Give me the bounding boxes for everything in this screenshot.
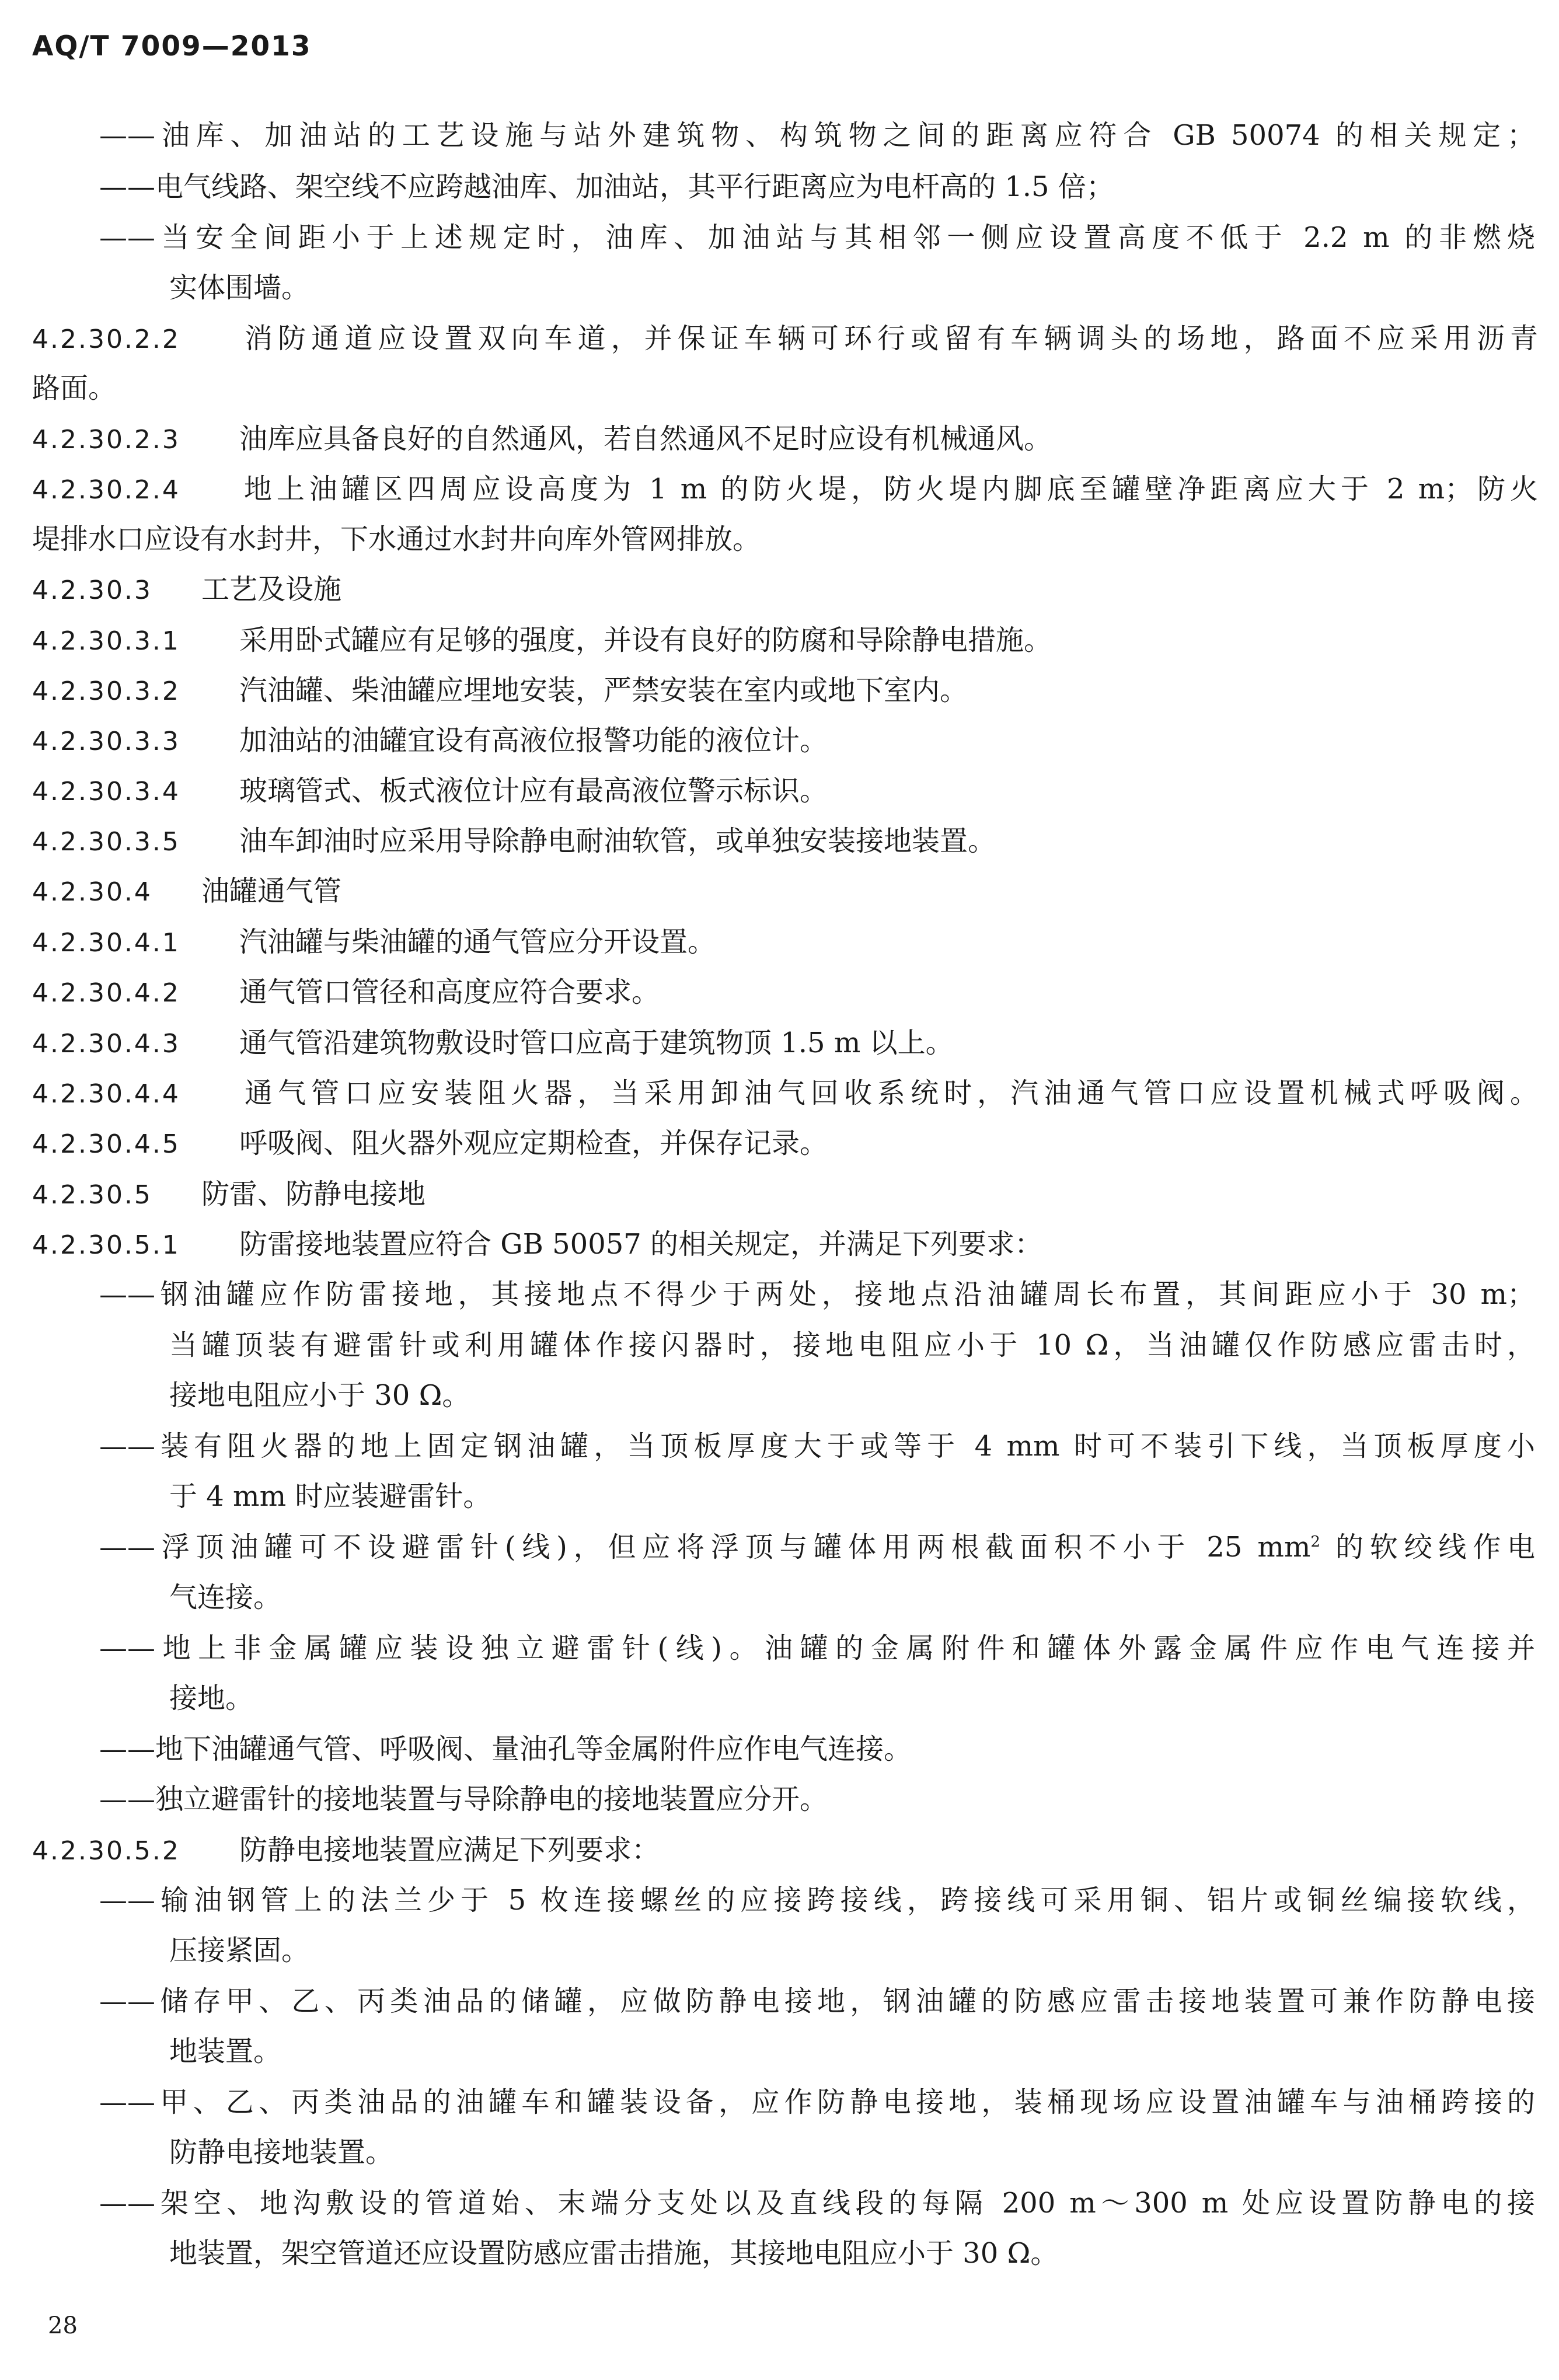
dash-item — [99, 1530, 1535, 1565]
clause-number: 4.2.30.4.3 — [32, 1029, 180, 1059]
clause-4-2-30-3-1 — [32, 623, 1538, 659]
section-title: 油罐通气管 — [201, 875, 342, 908]
dash-item-text: ——浮顶油罐可不设避雷针(线)，但应将浮顶与罐体用两根截面积不小于 25 mm — [99, 1531, 1311, 1564]
dash-item: ——油库、加油站的工艺设施与站外建筑物、构筑物之间的距离应符合 GB 50074 的相关规定； — [99, 119, 1535, 152]
clause-text: 油车卸油时应采用导除静电耐油软管，或单独安装接地装置。 — [239, 825, 996, 857]
clause-number: 4.2.30.4.4 — [32, 1079, 180, 1109]
clause-text: 油库应具备良好的自然通风，若自然通风不足时应设有机械通风。 — [239, 423, 1052, 455]
section-number: 4.2.30.4 — [32, 877, 152, 907]
clause-text: 地上油罐区四周应设高度为 1 m 的防火堤，防火堤内脚底至罐壁净距离应大于 2 m；防火 — [239, 473, 1538, 505]
dash-item: ——电气线路、架空线不应跨越油库、加油站，其平行距离应为电杆高的 1.5 倍； — [99, 170, 1114, 203]
clause-text: 呼吸阀、阻火器外观应定期检查，并保存记录。 — [239, 1127, 828, 1160]
continuation-line: 当罐顶装有避雷针或利用罐体作接闪器时，接地电阻应小于 10 Ω，当油罐仅作防感应雷击时， — [169, 1329, 1535, 1362]
clause-number: 4.2.30.5.1 — [32, 1230, 180, 1260]
continuation-line: 于 4 mm 时应装避雷针。 — [169, 1480, 491, 1513]
continuation-line: 防静电接地装置。 — [169, 2136, 394, 2169]
clause-4-2-30-4-4 — [32, 1076, 1538, 1112]
clause-text: 玻璃管式、板式液位计应有最高液位警示标识。 — [239, 774, 828, 807]
clause-text: 汽油罐与柴油罐的通气管应分开设置。 — [239, 926, 716, 958]
dash-item: ——地下油罐通气管、呼吸阀、量油孔等金属附件应作电气连接。 — [99, 1733, 912, 1765]
continuation-line: 堤排水口应设有水封井，下水通过水封井向库外管网排放。 — [32, 523, 761, 556]
clause-number: 4.2.30.4.5 — [32, 1129, 180, 1159]
clause-number: 4.2.30.2.3 — [32, 425, 180, 455]
dash-item: ——装有阻火器的地上固定钢油罐，当顶板厚度大于或等于 4 mm 时可不装引下线，当顶板厚度小 — [99, 1430, 1535, 1463]
clause-number: 4.2.30.3.2 — [32, 676, 180, 706]
dash-item: ——甲、乙、丙类油品的油罐车和罐装设备，应作防静电接地，装桶现场应设置油罐车与油桶跨接的 — [99, 2086, 1535, 2119]
clause-4-2-30-2-4 — [32, 472, 1538, 508]
clause-4-2-30-3-4 — [32, 773, 1538, 809]
dash-item: ——储存甲、乙、丙类油品的储罐，应做防静电接地，钢油罐的防感应雷击接地装置可兼作防静电接 — [99, 1985, 1535, 2018]
clause-4-2-30-3-5 — [32, 823, 1538, 860]
clause-4-2-30-4-3 — [32, 1025, 1538, 1062]
clause-text: 通气管口应安装阻火器，当采用卸油气回收系统时，汽油通气管口应设置机械式呼吸阀。 — [239, 1077, 1538, 1109]
dash-item: ——独立避雷针的接地装置与导除静电的接地装置应分开。 — [99, 1783, 828, 1816]
dash-item-text: 的软绞线作电 — [1320, 1531, 1535, 1564]
continuation-line: 接地电阻应小于 30 Ω。 — [169, 1379, 470, 1412]
clause-4-2-30-4-5 — [32, 1126, 1538, 1162]
clause-text: 汽油罐、柴油罐应埋地安装，严禁安装在室内或地下室内。 — [239, 674, 968, 707]
clause-text: 通气管口管径和高度应符合要求。 — [239, 976, 660, 1008]
clause-number: 4.2.30.3.5 — [32, 827, 180, 857]
standard-code-header: AQ/T 7009—2013 — [32, 30, 312, 62]
continuation-line: 路面。 — [32, 372, 117, 404]
dash-item: ——钢油罐应作防雷接地，其接地点不得少于两处，接地点沿油罐周长布置，其间距应小于 30 m； — [99, 1278, 1535, 1311]
clause-number: 4.2.30.4.2 — [32, 978, 180, 1008]
clause-4-2-30-3-2 — [32, 673, 1538, 709]
section-number: 4.2.30.3 — [32, 575, 152, 605]
continuation-line: 压接紧固。 — [169, 1934, 310, 1967]
continuation-line: 接地。 — [169, 1682, 254, 1715]
clause-text: 防静电接地装置应满足下列要求： — [239, 1834, 660, 1866]
section-number: 4.2.30.5 — [32, 1180, 152, 1210]
clause-text: 采用卧式罐应有足够的强度，并设有良好的防腐和导除静电措施。 — [239, 624, 1052, 657]
clause-text: 消防通道应设置双向车道，并保证车辆可环行或留有车辆调头的场地，路面不应采用沥青 — [239, 322, 1538, 355]
clause-4-2-30-3-3 — [32, 723, 1538, 759]
clause-4-2-30-2-2 — [32, 321, 1538, 357]
dash-item: ——当安全间距小于上述规定时，油库、加油站与其相邻一侧应设置高度不低于 2.2 m 的非燃烧 — [99, 221, 1535, 254]
clause-4-2-30-4-1 — [32, 924, 1538, 961]
clause-number: 4.2.30.3.3 — [32, 727, 180, 756]
clause-number: 4.2.30.3.4 — [32, 777, 180, 807]
clause-text: 防雷接地装置应符合 GB 50057 的相关规定，并满足下列要求： — [239, 1228, 1043, 1261]
clause-4-2-30-5-1 — [32, 1227, 1538, 1263]
continuation-line: 地装置。 — [169, 2035, 282, 2068]
page-number: 28 — [48, 2312, 78, 2339]
section-4-2-30-3 — [32, 572, 1538, 608]
dash-item: ——输油钢管上的法兰少于 5 枚连接螺丝的应接跨接线，跨接线可采用铜、铝片或铜丝编接软线， — [99, 1884, 1535, 1917]
continuation-line: 实体围墙。 — [169, 271, 310, 304]
dash-item: ——地上非金属罐应装设独立避雷针(线)。油罐的金属附件和罐体外露金属件应作电气连接并 — [99, 1632, 1535, 1664]
section-4-2-30-4 — [32, 874, 1538, 910]
superscript-two: 2 — [1310, 1533, 1320, 1551]
section-4-2-30-5 — [32, 1177, 1538, 1213]
continuation-line: 气连接。 — [169, 1581, 282, 1614]
dash-item: ——架空、地沟敷设的管道始、末端分支处以及直线段的每隔 200 m～300 m 处应设置防静电的接 — [99, 2187, 1535, 2220]
clause-number: 4.2.30.4.1 — [32, 928, 180, 958]
clause-number: 4.2.30.5.2 — [32, 1836, 180, 1866]
clause-text: 加油站的油罐宜设有高液位报警功能的液位计。 — [239, 724, 828, 757]
clause-4-2-30-4-2 — [32, 975, 1538, 1011]
clause-number: 4.2.30.2.2 — [32, 324, 180, 354]
section-title: 防雷、防静电接地 — [201, 1178, 426, 1210]
clause-4-2-30-2-3 — [32, 421, 1538, 458]
clause-number: 4.2.30.3.1 — [32, 626, 180, 656]
clause-text: 通气管沿建筑物敷设时管口应高于建筑物顶 1.5 m 以上。 — [239, 1027, 954, 1059]
section-title: 工艺及设施 — [201, 573, 342, 606]
continuation-line: 地装置，架空管道还应设置防感应雷击措施，其接地电阻应小于 30 Ω。 — [169, 2237, 1059, 2270]
clause-number: 4.2.30.2.4 — [32, 475, 180, 505]
clause-4-2-30-5-2 — [32, 1833, 1538, 1869]
